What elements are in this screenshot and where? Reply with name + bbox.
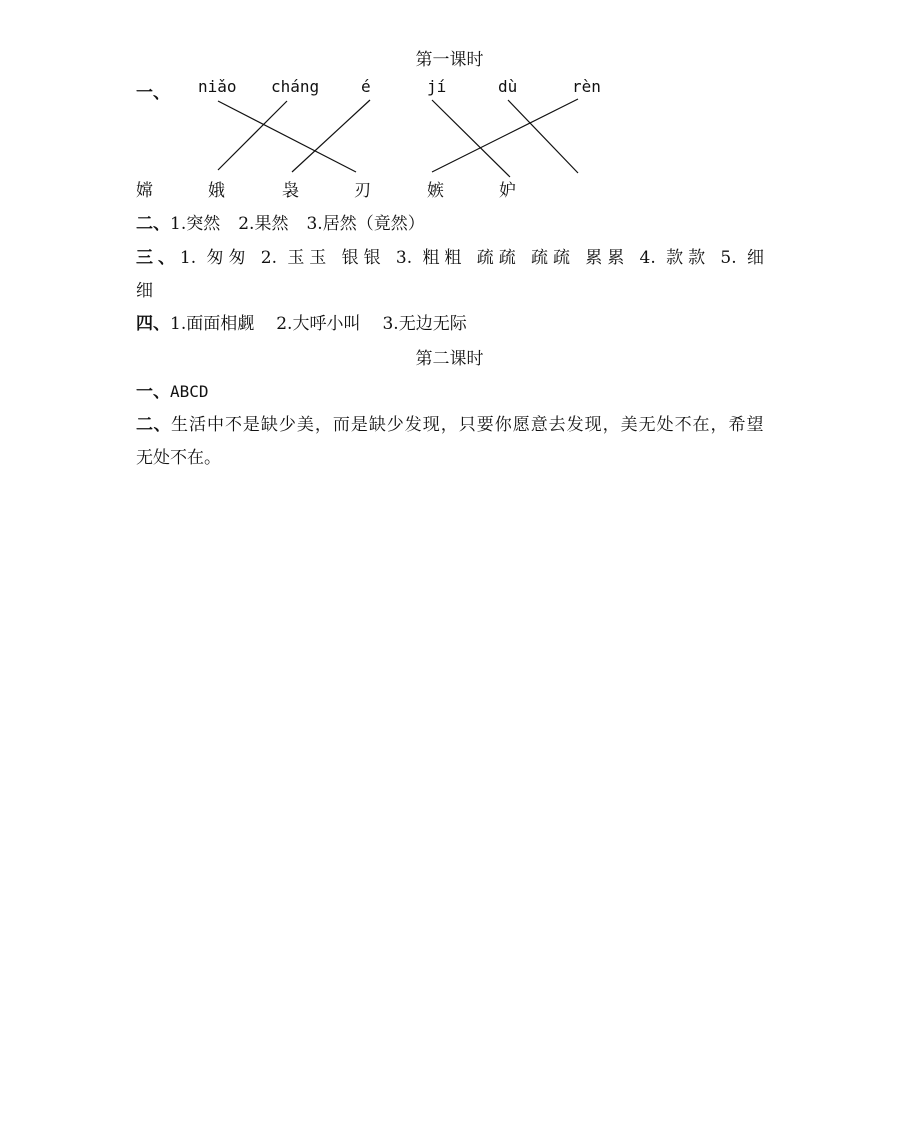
q2-label: 二、 <box>136 214 170 234</box>
q3-item-1: 1. <box>179 248 197 268</box>
q3-item-10: 累累 <box>585 248 630 268</box>
matching-lines <box>0 0 899 260</box>
q3-item-6: 3. <box>395 248 413 268</box>
l2-q2-label: 二、 <box>136 415 171 435</box>
q3-item-14: 细 <box>747 248 764 268</box>
char-6: 妒 <box>499 181 516 201</box>
q3-wrap: 细 <box>136 281 153 301</box>
pinyin-4: jí <box>427 77 447 96</box>
q2-item-3: 3.居然（竟然） <box>306 214 425 234</box>
q4-row <box>136 309 467 334</box>
l2-q2-line1: 生活中不是缺少美，而是缺少发现，只要你愿意去发现，美无处不在，希望 <box>170 415 765 435</box>
q3-item-5: 银银 <box>341 248 386 268</box>
q4-label: 四、 <box>136 314 170 334</box>
l2-q2-row <box>136 410 764 435</box>
pinyin-3: é <box>361 77 371 96</box>
q3-item-11: 4. <box>639 248 656 268</box>
char-2: 娥 <box>208 181 225 201</box>
q3-item-12: 款款 <box>666 248 711 268</box>
l2-q1-answer: ABCD <box>170 382 209 401</box>
q2-item-2: 2.果然 <box>238 214 289 234</box>
q3-item-2: 匆匆 <box>206 248 251 268</box>
q3-item-9: 疏疏 <box>531 248 575 268</box>
q3-row <box>136 243 764 268</box>
q3-item-7: 粗粗 <box>422 248 467 268</box>
lesson1-title: 第一课时 <box>415 50 484 70</box>
char-4: 刃 <box>354 181 371 201</box>
q3-item-3: 2. <box>260 248 277 268</box>
q4-item-1: 1.面面相觑 <box>170 314 255 334</box>
match-line-3 <box>292 100 370 172</box>
match-line-2 <box>218 101 287 170</box>
pinyin-6: rèn <box>572 77 601 96</box>
match-line-5 <box>508 100 578 173</box>
l2-q1-row <box>136 377 209 402</box>
q4-item-3: 3.无边无际 <box>382 314 467 334</box>
char-5: 嫉 <box>427 181 444 201</box>
q2-row <box>136 209 425 234</box>
q3-item-13: 5. <box>720 248 737 268</box>
l2-q2-line2: 无处不在。 <box>136 448 221 468</box>
q1-label: 一、 <box>136 83 170 103</box>
match-line-6 <box>432 99 578 172</box>
l2-q1-label: 一、 <box>136 382 170 402</box>
q3-item-4: 玉玉 <box>287 248 332 268</box>
q4-item-2: 2.大呼小叫 <box>276 314 361 334</box>
lesson2-title: 第二课时 <box>415 349 484 369</box>
char-3: 袅 <box>282 181 299 201</box>
q3-label: 三、 <box>136 248 180 268</box>
match-line-1 <box>218 101 356 172</box>
q2-item-1: 1.突然 <box>170 214 221 234</box>
pinyin-2: cháng <box>271 77 320 96</box>
char-1: 嫦 <box>136 181 153 201</box>
pinyin-5: dù <box>498 77 518 96</box>
pinyin-1: niǎo <box>198 77 237 96</box>
q3-item-8: 疏疏 <box>476 248 521 268</box>
